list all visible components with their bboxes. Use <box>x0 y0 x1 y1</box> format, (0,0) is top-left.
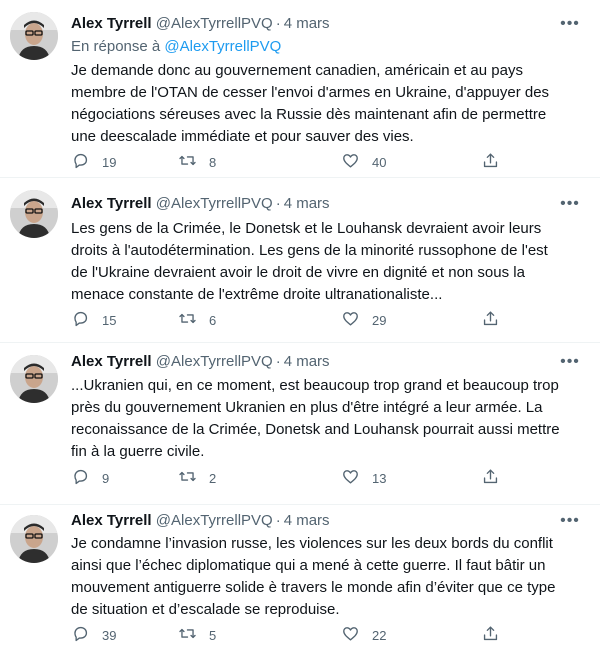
reply-to-line <box>71 37 281 57</box>
tweet[interactable] <box>0 0 600 177</box>
tweet-text <box>71 375 591 463</box>
separator-dot: · <box>275 15 281 32</box>
tweet-text-line: de situation et d’escalade se reproduise. <box>71 601 340 618</box>
tweet-text-line: reconaissance de la Crimée, Donetsk and Louhansk pourrait aussi mettre <box>71 421 560 438</box>
author-name[interactable]: Alex Tyrrell <box>71 195 152 212</box>
reply-icon <box>71 309 90 331</box>
reply-count: 15 <box>102 312 117 328</box>
tweet-header <box>71 194 330 214</box>
tweet[interactable] <box>0 505 600 663</box>
retweet-count: 2 <box>209 470 217 486</box>
tweet-date[interactable]: 4 mars <box>283 353 330 370</box>
retweet-button[interactable] <box>178 624 216 646</box>
more-icon[interactable]: ••• <box>560 195 580 212</box>
author-handle[interactable]: @AlexTyrrellPVQ <box>155 512 273 529</box>
more-icon[interactable]: ••• <box>560 512 580 529</box>
avatar[interactable] <box>10 12 58 60</box>
retweet-icon <box>178 309 197 331</box>
reply-count: 19 <box>102 154 117 170</box>
tweet-text-line: ...Ukranien qui, en ce moment, est beaucoup trop grand et beaucoup trop <box>71 377 559 394</box>
reply-count: 9 <box>102 470 110 486</box>
tweet-header <box>71 14 330 34</box>
tweet-text-line: négociations séreuses avec la Russie dès maintenant afin de permettre <box>71 106 547 123</box>
tweet-text-line: Je condamne l’invasion russe, les violences sur les deux bords du conflit <box>71 535 553 552</box>
tweet-text <box>71 533 591 621</box>
heart-icon <box>341 151 360 173</box>
retweet-icon <box>178 467 197 489</box>
reply-button[interactable] <box>71 151 116 173</box>
retweet-button[interactable] <box>178 309 216 331</box>
share-button[interactable] <box>481 151 500 173</box>
tweet-actions <box>71 624 501 646</box>
share-icon <box>481 467 500 489</box>
like-button[interactable] <box>341 467 386 489</box>
retweet-button[interactable] <box>178 151 216 173</box>
reply-button[interactable] <box>71 309 116 331</box>
share-icon <box>481 624 500 646</box>
more-icon[interactable]: ••• <box>560 15 580 32</box>
reply-icon <box>71 467 90 489</box>
tweet-text-line: Je demande donc au gouvernement canadien, américain et au pays <box>71 62 523 79</box>
share-button[interactable] <box>481 624 500 646</box>
separator-dot: · <box>275 353 281 370</box>
tweet-text-line: de l'Ukraine devraient avoir le droit de vivre en dignité et non sous la <box>71 264 525 281</box>
heart-icon <box>341 624 360 646</box>
reply-icon <box>71 151 90 173</box>
tweet-text-line: menace constante de l'extrême droite ultranationaliste... <box>71 286 443 303</box>
author-name[interactable]: Alex Tyrrell <box>71 353 152 370</box>
like-count: 13 <box>372 470 387 486</box>
tweet-text-line: droits à l'autodétermination. Les gens de la minorité russophone de l'est <box>71 242 548 259</box>
tweet-actions <box>71 467 501 489</box>
retweet-icon <box>178 624 197 646</box>
like-count: 40 <box>372 154 387 170</box>
like-button[interactable] <box>341 151 386 173</box>
retweet-count: 5 <box>209 627 217 643</box>
more-icon[interactable]: ••• <box>560 353 580 370</box>
tweet-text <box>71 60 591 148</box>
reply-icon <box>71 624 90 646</box>
share-icon <box>481 151 500 173</box>
tweet-date[interactable]: 4 mars <box>283 15 330 32</box>
tweet[interactable] <box>0 178 600 342</box>
tweet-text-line: membre de l'OTAN de cesser l'envoi d'armes en Ukraine, d'appuyer des <box>71 84 550 101</box>
separator-dot: · <box>275 195 281 212</box>
retweet-button[interactable] <box>178 467 216 489</box>
like-count: 29 <box>372 312 387 328</box>
tweet-date[interactable]: 4 mars <box>283 512 330 529</box>
tweet-header <box>71 352 330 372</box>
reply-button[interactable] <box>71 467 109 489</box>
avatar[interactable] <box>10 190 58 238</box>
retweet-icon <box>178 151 197 173</box>
tweet-actions <box>71 309 501 331</box>
like-button[interactable] <box>341 624 386 646</box>
heart-icon <box>341 467 360 489</box>
tweet-text-line: fin à la guerre civile. <box>71 443 205 460</box>
author-name[interactable]: Alex Tyrrell <box>71 15 152 32</box>
reply-count: 39 <box>102 627 117 643</box>
author-handle[interactable]: @AlexTyrrellPVQ <box>155 195 273 212</box>
share-button[interactable] <box>481 309 500 331</box>
author-name[interactable]: Alex Tyrrell <box>71 512 152 529</box>
like-button[interactable] <box>341 309 386 331</box>
tweet[interactable] <box>0 343 600 504</box>
retweet-count: 8 <box>209 154 217 170</box>
tweet-text <box>71 218 591 306</box>
reply-prefix: En réponse à <box>71 38 161 55</box>
author-handle[interactable]: @AlexTyrrellPVQ <box>155 15 273 32</box>
separator-dot: · <box>275 512 281 529</box>
tweet-text-line: mouvement antiguerre solide è travers le monde afin d’éviter que ce type <box>71 579 556 596</box>
tweet-text-line: près du gouvernement Ukranien en plus d'être intégré a leur armée. La <box>71 399 543 416</box>
author-handle[interactable]: @AlexTyrrellPVQ <box>155 353 273 370</box>
share-button[interactable] <box>481 467 500 489</box>
tweet-actions <box>71 151 501 173</box>
reply-handle-link[interactable]: @AlexTyrrellPVQ <box>164 38 282 55</box>
retweet-count: 6 <box>209 312 217 328</box>
tweet-date[interactable]: 4 mars <box>283 195 330 212</box>
tweet-text-line: ainsi que l’échec diplomatique qui a mené à cette guerre. Il faut bâtir un <box>71 557 546 574</box>
heart-icon <box>341 309 360 331</box>
avatar[interactable] <box>10 355 58 403</box>
tweet-header <box>71 511 330 531</box>
share-icon <box>481 309 500 331</box>
tweet-text-line: Les gens de la Crimée, le Donetsk et le Louhansk devraient avoir leurs <box>71 220 542 237</box>
avatar[interactable] <box>10 515 58 563</box>
like-count: 22 <box>372 627 387 643</box>
reply-button[interactable] <box>71 624 116 646</box>
tweet-text-line: une deescalade immédiate et pour sauver des vies. <box>71 128 414 145</box>
